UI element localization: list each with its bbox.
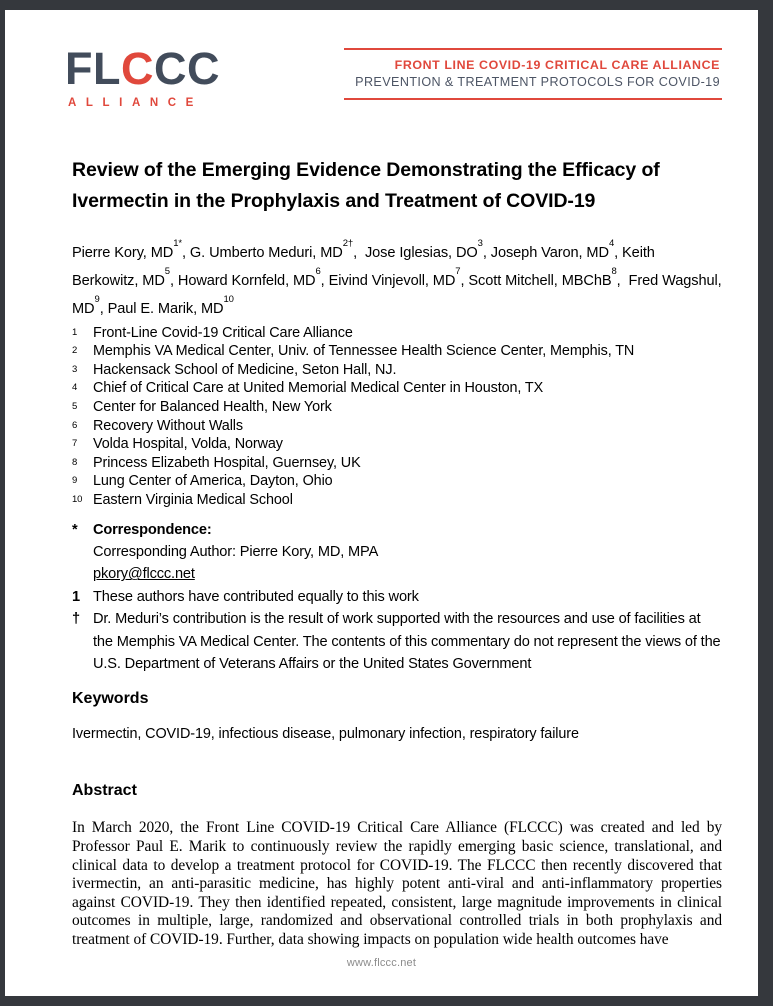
affiliation-row [72,436,722,455]
affiliation-number: 8 [72,456,78,468]
author-affiliation-superscript: 9 [94,293,100,305]
paper-title: Review of the Emerging Evidence Demonstrating the Efficacy of Ivermectin in the Prophylaxis and Treatment of COVID-19 [72,159,660,212]
affiliation-text: Center for Balanced Health, New York [93,398,332,415]
author-note-row [72,586,722,608]
affiliation-text: Lung Center of America, Dayton, Ohio [93,473,333,490]
author-name: Scott Mitchell, MBChB [468,272,612,289]
abstract-text: In March 2020, the Front Line COVID-19 Critical Care Alliance (FLCCC) was created and led by Professor Paul E. Marik to continuously review the rapidly emerging basic science, translational, and clinical data to develop a treatment protocol for COVID-19. The FLCCC then recently discovered that ivermectin, an anti-parasitic medicine, has highly potent anti-viral and anti-inflammatory properties against COVID-19. They then identified repeated, consistent, large magnitude improvements in clinical outcomes in multiple, large, randomized and observational controlled trials in both prophylaxis and treatment of COVID-19. Further, data showing impacts on population wide health outcomes have [72,819,722,948]
affiliation-row [72,380,722,399]
author-name: Eivind Vinjevoll, MD [328,272,456,289]
affiliation-text: Front-Line Covid-19 Critical Care Alliance [93,324,353,341]
affiliation-number: 10 [72,493,83,505]
author-affiliation-superscript: 7 [455,265,461,277]
author-affiliation-superscript: 3 [477,238,483,249]
affiliation-number: 4 [72,382,78,394]
affiliation-row [72,473,722,492]
author-affiliation-superscript: 2† [342,238,354,249]
author-notes [72,519,722,676]
author-name: Keith Berkowitz, MD [72,244,659,289]
email-link[interactable]: pkory@flccc.net [93,566,195,583]
document-page [5,10,758,996]
note-body [93,519,722,586]
author-list: Pierre Kory, $MD^{1*}$, G. Umberto Meduri, $MD^{2\dagger}$, Jose Iglesias, $DO^3$, Joseph Varon, $MD^4$, Keith Berkowitz, $MD^5$, Howard Kornfeld, $MD^6$, Eivind Vinjevoll, $MD^7$, Scott Mitchell, MBChB$^8$, Fred Wagshul, $MD^9$, Paul E. Marik, MD$^{10}$ [72,238,726,317]
affiliation-row [72,343,722,362]
author-name: Howard Kornfeld, MD [177,272,316,289]
author-name: Joseph Varon, MD [490,244,609,261]
affiliation-row [72,325,722,344]
affiliation-text: Recovery Without Walls [93,417,244,434]
author-note-row [72,608,722,675]
keywords-text: Ivermectin, COVID-19, infectious disease, pulmonary infection, respiratory failure [72,726,579,743]
affiliation-text: Eastern Virginia Medical School [93,491,293,508]
affiliation-number: 1 [72,326,78,338]
affiliation-text: Hackensack School of Medicine, Seton Hall, NJ. [93,361,397,378]
footer-url: www.flccc.net [346,957,417,969]
affiliation-number: 5 [72,400,78,412]
author-affiliation-superscript: 6 [315,265,321,277]
affiliation-row [72,455,722,474]
note-body [93,586,722,608]
affiliation-row [72,362,722,381]
affiliation-list [72,325,722,511]
note-line: Corresponding Author: Pierre Kory, MD, MPA [93,543,379,560]
author-affiliation-superscript: 1* [173,238,182,249]
note-marker: * [72,521,78,538]
abstract-heading: Abstract [72,782,137,800]
author-affiliation-superscript: 4 [608,238,615,249]
note-line: Dr. Meduri’s contribution is the result of work supported with the resources and use of facilities at the Memphis VA Medical Center. The contents of this commentary do not represent the views of the U.S. Department of Veterans Affairs or the United States Government [93,611,721,672]
author-name: Paul E. Marik, MD [107,300,224,317]
keywords-heading: Keywords [72,690,149,708]
affiliation-text: Princess Elizabeth Hospital, Guernsey, UK [93,454,361,471]
affiliation-number: 9 [72,475,78,487]
affiliation-number: 6 [72,419,78,431]
author-affiliation-superscript: 10 [223,293,234,305]
author-affiliation-superscript: 8 [611,265,617,277]
note-marker: † [72,611,80,628]
affiliation-text: Chief of Critical Care at United Memorial Medical Center in Houston, TX [93,380,544,397]
flccc-logo [65,43,220,110]
note-line: These authors have contributed equally to this work [93,588,419,605]
note-line: Correspondence: [93,521,212,538]
affiliation-row [72,492,722,511]
author-name: Pierre Kory, MD [72,244,174,261]
affiliation-text: Volda Hospital, Volda, Norway [93,436,283,453]
logo-letter-c-red: C [120,43,154,94]
affiliation-number: 7 [72,438,78,450]
affiliation-number: 3 [72,363,78,375]
logo-subtitle-alliance: ALLIANCE [68,97,203,109]
affiliation-row [72,418,722,437]
affiliation-row [72,399,722,418]
author-name: Fred Wagshul, MD [72,272,726,317]
author-affiliation-superscript: 5 [164,265,170,277]
document-header [65,43,722,110]
paper-body [72,155,726,950]
affiliation-text: Memphis VA Medical Center, Univ. of Tennessee Health Science Center, Memphis, TN [93,343,635,360]
author-name: Jose Iglesias, DO [364,244,478,261]
flccc-logo-wordmark [65,43,220,94]
page-footer [5,957,758,969]
header-tagline-block [344,48,722,100]
author-name: G. Umberto Meduri, MD [189,244,343,261]
affiliation-number: 2 [72,345,78,357]
author-note-row [72,519,722,586]
logo-letters-fl: FL [65,43,121,94]
note-body [93,608,722,675]
header-tagline-line1: FRONT LINE COVID-19 CRITICAL CARE ALLIANCE [394,58,720,72]
logo-letters-cc: CC [153,43,220,94]
note-marker: 1 [72,588,80,605]
header-tagline-line2: PREVENTION & TREATMENT PROTOCOLS FOR COVID-19 [355,75,720,89]
